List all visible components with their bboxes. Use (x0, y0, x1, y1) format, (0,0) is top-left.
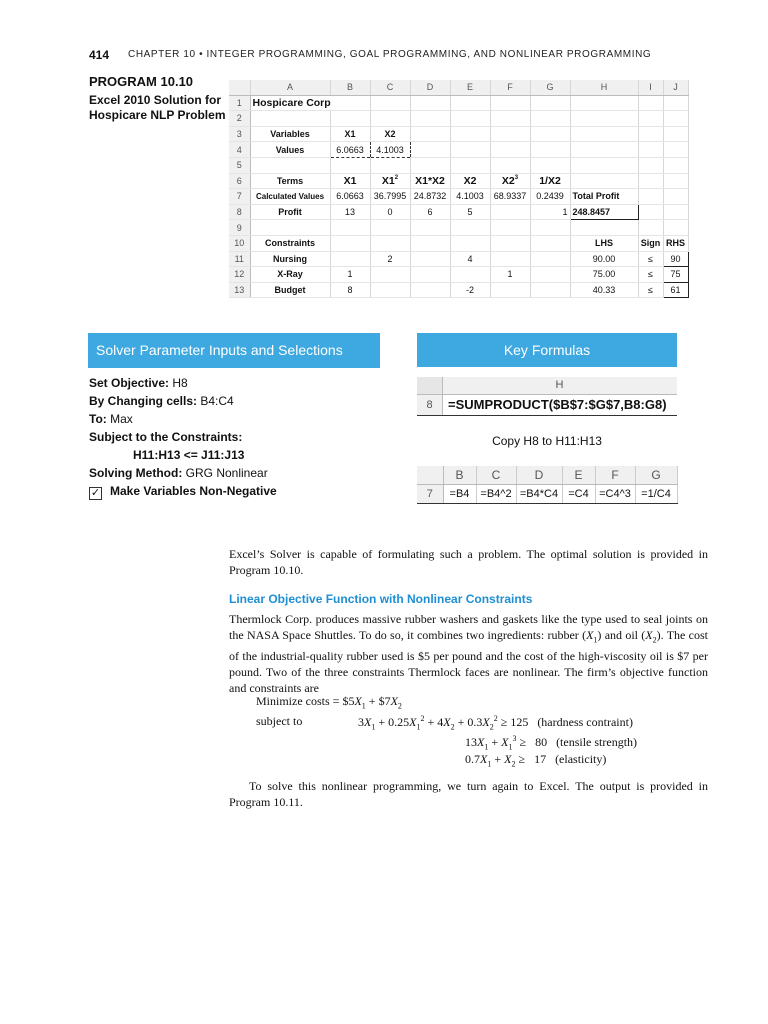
term-cell: X1*X2 (410, 173, 450, 189)
subject-to-label: subject to (256, 714, 303, 728)
col-header: D (410, 80, 450, 95)
term-cell: $X2^3$ (490, 173, 530, 189)
sheet-row (229, 235, 688, 251)
sheet-row (229, 204, 688, 220)
constraints-label: Constraints (250, 235, 330, 251)
constraint-hardness: $3X_1 + 0.25X_1^2 + 4X_2 + 0.3X_2^2 \ge 125$ (hardness contraint) (358, 714, 633, 732)
sheet-row (229, 157, 688, 173)
coef-cell (410, 267, 450, 283)
formula-cell[interactable]: =B4*C4 (516, 485, 562, 504)
col-header: C (476, 466, 516, 485)
coef-cell: 1 (490, 267, 530, 283)
formula-sheet-header (417, 466, 677, 485)
row-number: 6 (229, 173, 250, 189)
col-header: H (570, 80, 638, 95)
solver-divider (88, 367, 380, 368)
rhs-label: RHS (663, 235, 688, 251)
constraint-name: X-Ray (250, 267, 330, 283)
calc-label: Calculated Values (250, 189, 330, 205)
spreadsheet (229, 80, 685, 298)
col-header: H (555, 379, 564, 391)
coef-cell (490, 251, 530, 267)
formula-sheet-row7 (417, 466, 677, 504)
col-header: D (516, 466, 562, 485)
sheet-row (229, 173, 688, 189)
optimize-to: To: Max (89, 412, 133, 426)
sheet-corner (417, 466, 443, 485)
variables-label: Variables (250, 126, 330, 142)
coef-cell (450, 267, 490, 283)
row-number: 2 (229, 111, 250, 127)
company-name: Hospicare Corp (250, 95, 370, 111)
running-head: CHAPTER 10 • INTEGER PROGRAMMING, GOAL PROGRAMMING, AND NONLINEAR PROGRAMMING (128, 49, 652, 60)
coef-cell (530, 267, 570, 283)
coef-cell: 4 (450, 251, 490, 267)
col-header: C (370, 80, 410, 95)
constraint-row (229, 251, 688, 267)
x1-header: X1 (330, 126, 370, 142)
calc-value-cell: 0.2439 (530, 189, 570, 205)
col-header: E (450, 80, 490, 95)
row-number: 13 (229, 282, 250, 298)
sign-cell: ≤ (638, 267, 663, 283)
key-formulas-heading: Key Formulas (417, 333, 677, 367)
constraint-name: Nursing (250, 251, 330, 267)
calc-value-cell: 24.8732 (410, 189, 450, 205)
rhs-cell: 61 (663, 282, 688, 298)
sheet-row (229, 142, 688, 158)
row-number: 8 (229, 204, 250, 220)
constraint-tensile: $13X_1 + X_1^3 \ge 80$ (tensile strength) (465, 734, 638, 752)
rhs-cell: 75 (663, 267, 688, 283)
col-header: F (490, 80, 530, 95)
paragraph-excel: To solve this nonlinear programming, we turn again to Excel. The output is provided in Program 10.11. (229, 779, 708, 809)
coef-cell (530, 251, 570, 267)
constraint-spec: H11:H13 <= J11:J13 (133, 448, 245, 462)
coef-cell: 1 (330, 267, 370, 283)
col-header: F (595, 466, 635, 485)
sheet-row (229, 111, 688, 127)
sign-cell: ≤ (638, 282, 663, 298)
sheet-row (229, 95, 688, 111)
sign-label: Sign (638, 235, 663, 251)
changing-cells: By Changing cells: B4:C4 (89, 394, 234, 408)
profit-cell: 1 (530, 204, 570, 220)
term-cell: X1 (330, 173, 370, 189)
formula-row (417, 485, 677, 504)
program-title: PROGRAM 10.10 (89, 74, 194, 89)
profit-cell: 0 (370, 204, 410, 220)
copy-note: Copy H8 to H11:H13 (492, 434, 602, 448)
set-objective: Set Objective: H8 (89, 376, 188, 390)
row-number: 11 (229, 251, 250, 267)
col-header: J (663, 80, 688, 95)
constraint-row (229, 282, 688, 298)
row-number: 10 (229, 235, 250, 251)
lhs-cell: 75.00 (570, 267, 638, 283)
x1-value-cell[interactable]: 6.0663 (330, 142, 370, 158)
sheet-row (229, 189, 688, 205)
coef-cell: 2 (370, 251, 410, 267)
program-subtitle: Excel 2010 Solution for Hospicare NLP Problem (89, 93, 226, 122)
terms-label: Terms (250, 173, 330, 189)
profit-cell: 6 (410, 204, 450, 220)
profit-label: Profit (250, 204, 330, 220)
paragraph-thermlock: Thermlock Corp. produces massive rubber washers and gaskets like the type used to seal joints on the NASA Space Shuttles. To do so, it combines two ingredients: rubber $(X_1)$ and oil $(X_2)$. The cost of the industrial-quality rubber used is $5 per pound and the cost of the high-viscosity oil is $7 per pound. Two of the three constraints Thermlock faces are nonlinear. The firm’s objective function and constraints are (229, 612, 708, 696)
total-profit-cell[interactable]: 248.8457 (570, 204, 638, 220)
coef-cell (530, 282, 570, 298)
formula-cell[interactable]: =B4 (443, 485, 476, 504)
lhs-label: LHS (570, 235, 638, 251)
coef-cell: 8 (330, 282, 370, 298)
paragraph-solver: Excel’s Solver is capable of formulating such a problem. The optimal solution is provided in Program 10.10. (229, 547, 708, 577)
page-number: 414 (89, 48, 110, 62)
calc-value-cell: 4.1003 (450, 189, 490, 205)
coef-cell: -2 (450, 282, 490, 298)
row-number: 7 (417, 485, 443, 504)
formula-cell[interactable]: =B4^2 (476, 485, 516, 504)
column-header-row (229, 80, 688, 95)
nonnegative-option: ✓ Make Variables Non-Negative (90, 484, 277, 499)
term-cell: $X1^2$ (370, 173, 410, 189)
profit-cell: 5 (450, 204, 490, 220)
row-number: 5 (229, 157, 250, 173)
col-header: G (635, 466, 677, 485)
profit-cell: 13 (330, 204, 370, 220)
profit-cell (490, 204, 530, 220)
formula-sheet-h8 (417, 377, 677, 416)
row-number: 9 (229, 220, 250, 236)
objective-equation: Minimize costs = $\$5X_1$ + $\$7X_2$ (256, 694, 402, 711)
row-number: 4 (229, 142, 250, 158)
calc-value-cell: 6.0663 (330, 189, 370, 205)
constraint-elasticity: $0.7X_1 + X_2 \ge 17$ (elasticity) (465, 752, 607, 769)
nonnegative-checkbox[interactable]: ✓ (90, 487, 101, 499)
rhs-cell: 90 (663, 251, 688, 267)
formula-cell[interactable]: =SUMPRODUCT($B$7:$G$7,B8:G8) (448, 397, 667, 412)
row-number: 3 (229, 126, 250, 142)
row-number: 7 (229, 189, 250, 205)
x2-header: X2 (370, 126, 410, 142)
x2-value-cell[interactable]: 4.1003 (370, 142, 410, 158)
row-number: 1 (229, 95, 250, 111)
col-header: I (638, 80, 663, 95)
term-cell: X2 (450, 173, 490, 189)
row-number: 12 (229, 267, 250, 283)
subject-to: Subject to the Constraints: (89, 430, 243, 444)
constraint-row (229, 267, 688, 283)
coef-cell (330, 251, 370, 267)
formula-cell[interactable]: =C4^3 (595, 485, 635, 504)
coef-cell (490, 282, 530, 298)
col-header: B (330, 80, 370, 95)
col-header: E (562, 466, 595, 485)
solver-heading: Solver Parameter Inputs and Selections (88, 333, 380, 367)
formula-cell[interactable]: =1/C4 (635, 485, 677, 504)
col-header: G (530, 80, 570, 95)
sign-cell: ≤ (638, 251, 663, 267)
lhs-cell: 40.33 (570, 282, 638, 298)
calc-value-cell: 36.7995 (370, 189, 410, 205)
sheet-row (229, 126, 688, 142)
col-header: B (443, 466, 476, 485)
total-profit-label: Total Profit (570, 189, 638, 205)
coef-cell (410, 282, 450, 298)
solving-method: Solving Method: GRG Nonlinear (89, 466, 268, 480)
formula-sheet-header (417, 377, 677, 395)
term-cell: 1/X2 (530, 173, 570, 189)
section-subheading: Linear Objective Function with Nonlinear Constraints (229, 592, 533, 606)
constraint-name: Budget (250, 282, 330, 298)
col-header: A (250, 80, 330, 95)
row-number: 8 (417, 395, 443, 415)
formula-cell[interactable]: =C4 (562, 485, 595, 504)
values-label: Values (250, 142, 330, 158)
coef-cell (370, 282, 410, 298)
coef-cell (370, 267, 410, 283)
sheet-row (229, 220, 688, 236)
coef-cell (410, 251, 450, 267)
formula-row (417, 395, 677, 416)
sheet-corner (417, 377, 443, 394)
lhs-cell: 90.00 (570, 251, 638, 267)
calc-value-cell: 68.9337 (490, 189, 530, 205)
sheet-corner (229, 80, 250, 95)
